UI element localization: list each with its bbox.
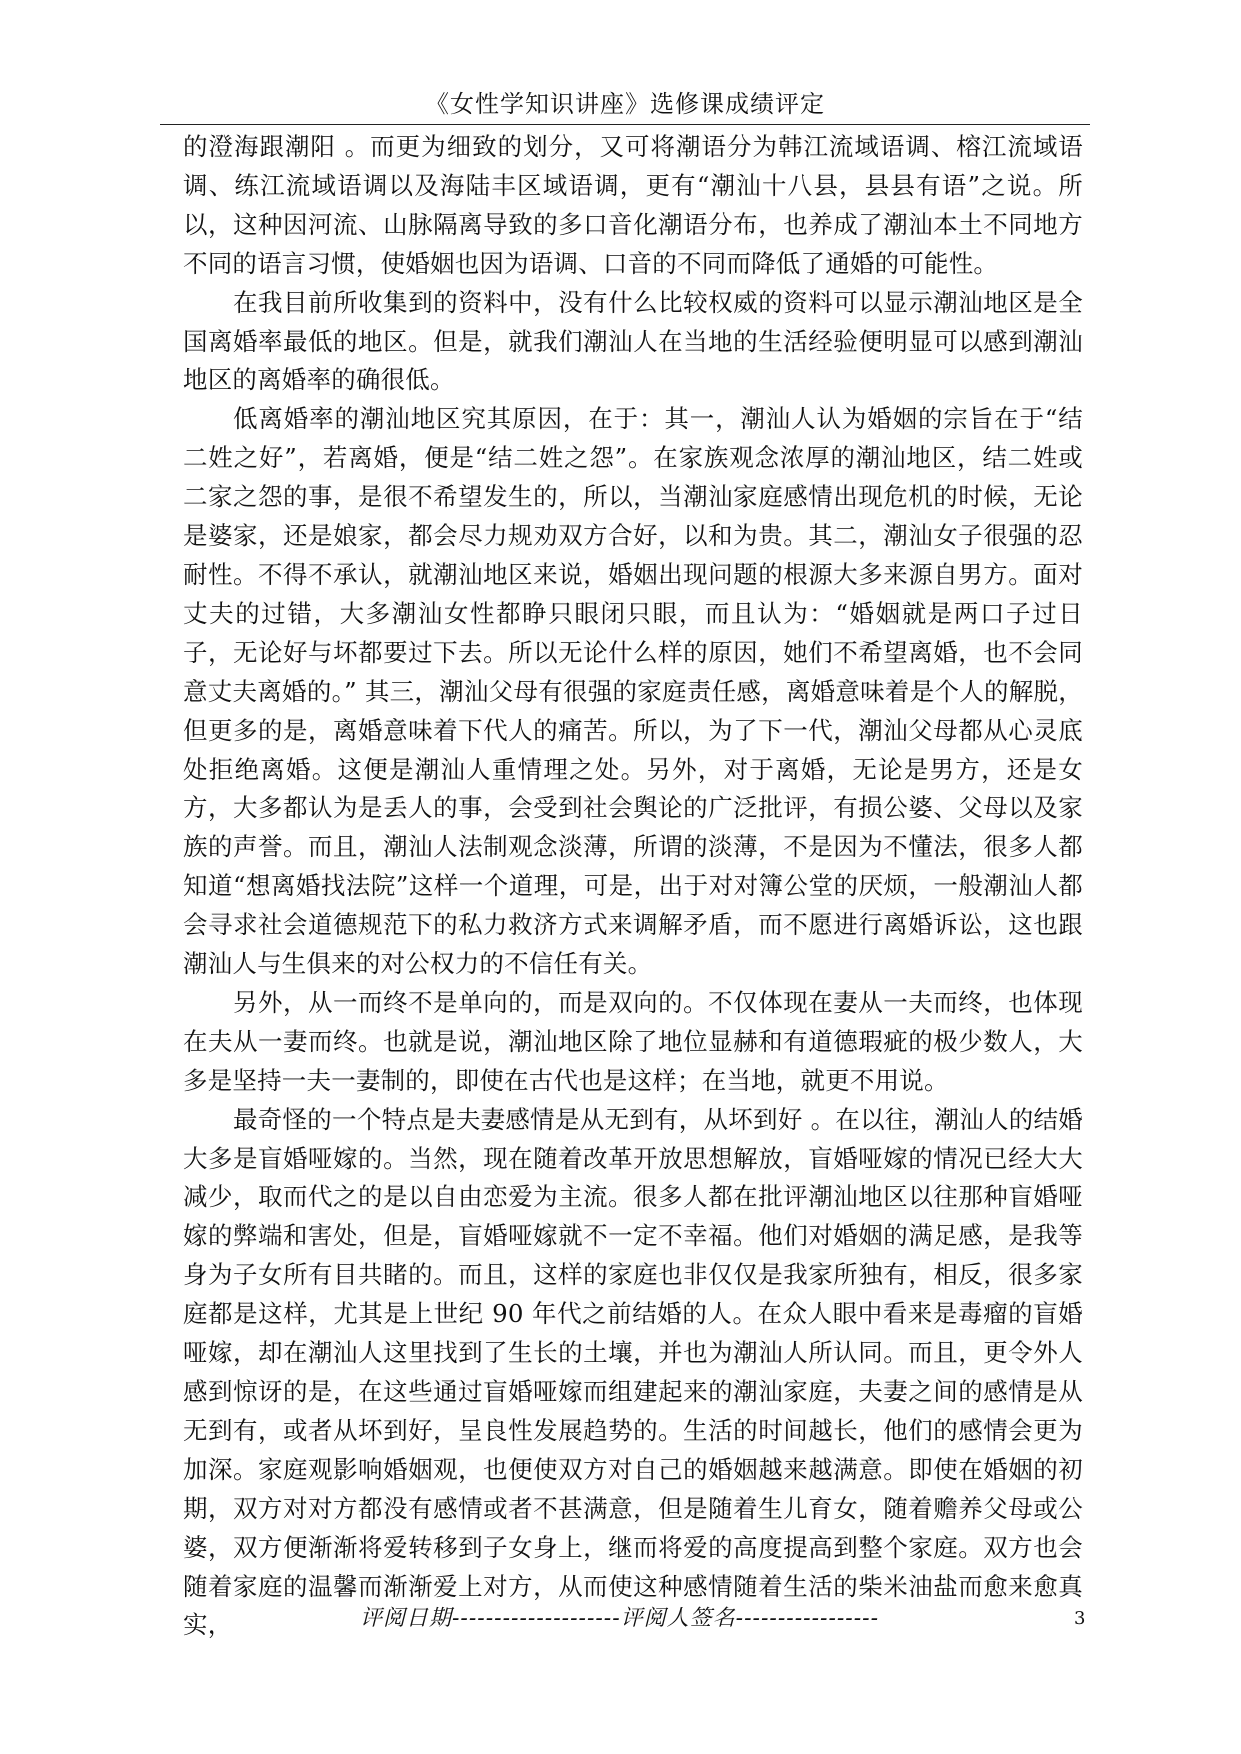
paragraph-2: 在我目前所收集到的资料中，没有什么比较权威的资料可以显示潮汕地区是全国离婚率最低的地区。但是，就我们潮汕人在当地的生活经验便明显可以感到潮汕地区的离婚率的确很低。 <box>183 287 1083 395</box>
body-text <box>183 128 1086 1645</box>
page-number: 3 <box>1074 1608 1086 1629</box>
paragraph-5: 最奇怪的一个特点是夫妻感情是从无到有，从坏到好 。在以往，潮汕人的结婚大多是盲婚哑嫁的。当然，现在随着改革开放思想解放，盲婚哑嫁的情况已经大大减少，取而代之的是以自由恋爱为主流。很多人都在批评潮汕地区以往那种盲婚哑嫁的弊端和害处，但是，盲婚哑嫁就不一定不幸福。他们对婚姻的满足感，是我等身为子女所有目共睹的。而且，这样的家庭也非仅仅是我家所独有，相反，很多家庭都是这样，尤其是上世纪 90 年代之前结婚的人。在众人眼中看来是毒瘤的盲婚哑嫁，却在潮汕人这里找到了生长的土壤，并也为潮汕人所认同。而且，更令外人感到惊讶的是，在这些通过盲婚哑嫁而组建起来的潮汕家庭，夫妻之间的感情是从无到有，或者从坏到好，呈良性发展趋势的。生活的时间越长，他们的感情会更为加深。家庭观影响婚姻观，也便使双方对自己的婚姻越来越满意。即使在婚姻的初期，双方对对方都没有感情或者不甚满意，但是随着生儿育女，随着赡养父母或公婆，双方便渐渐将爱转移到子女身上，继而将爱的高度提高到整个家庭。双方也会随着家庭的温馨而渐渐爱上对方，从而使这种感情随着生活的柴米油盐而愈来愈真实， <box>183 1104 1083 1640</box>
paragraph-1: 的澄海跟潮阳 。而更为细致的划分，又可将潮语分为韩江流域语调、榕江流域语调、练江流域语调以及海陆丰区域语调，更有“潮汕十八县，县县有语”之说。所以，这种因河流、山脉隔离导致的多口音化潮语分布，也养成了潮汕本土不同地方不同的语言习惯，使婚姻也因为语调、口音的不同而降低了通婚的可能性。 <box>183 132 1083 278</box>
paragraph-3: 低离婚率的潮汕地区究其原因，在于：其一，潮汕人认为婚姻的宗旨在于“结二姓之好”，若离婚，便是“结二姓之怨”。在家族观念浓厚的潮汕地区，结二姓或二家之怨的事，是很不希望发生的，所以，当潮汕家庭感情出现危机的时候，无论是婆家，还是娘家，都会尽力规劝双方合好，以和为贵。其二，潮汕女子很强的忍耐性。不得不承认，就潮汕地区来说，婚姻出现问题的根源大多来源自男方。面对丈夫的过错，大多潮汕女性都睁只眼闭只眼，而且认为：“婚姻就是两口子过日子，无论好与坏都要过下去。所以无论什么样的原因，她们不希望离婚，也不会同意丈夫离婚的。” 其三，潮汕父母有很强的家庭责任感，离婚意味着是个人的解脱，但更多的是，离婚意味着下代人的痛苦。所以，为了下一代，潮汕父母都从心灵底处拒绝离婚。这便是潮汕人重情理之处。另外，对于离婚，无论是男方，还是女方，大多都认为是丢人的事，会受到社会舆论的广泛批评，有损公婆、父母以及家族的声誉。而且，潮汕人法制观念淡薄，所谓的淡薄，不是因为不懂法，很多人都知道“想离婚找法院”这样一个道理，可是，出于对对簿公堂的厌烦，一般潮汕人都会寻求社会道德规范下的私力救济方式来调解矛盾，而不愿进行离婚诉讼，这也跟潮汕人与生俱来的对公权力的不信任有关。 <box>183 404 1083 979</box>
footer-review-line: 评阅日期--------------------评阅人签名----------------- <box>360 1606 880 1631</box>
page-header-title: 《女性学知识讲座》选修课成绩评定 <box>425 90 825 118</box>
paragraph-4: 另外，从一而终不是单向的，而是双向的。不仅体现在妻从一夫而终，也体现在夫从一妻而终。也就是说，潮汕地区除了地位显赫和有道德瑕疵的极少数人，大多是坚持一夫一妻制的，即使在古代也是这样；在当地，就更不用说。 <box>183 987 1083 1095</box>
header-divider <box>160 124 1090 125</box>
